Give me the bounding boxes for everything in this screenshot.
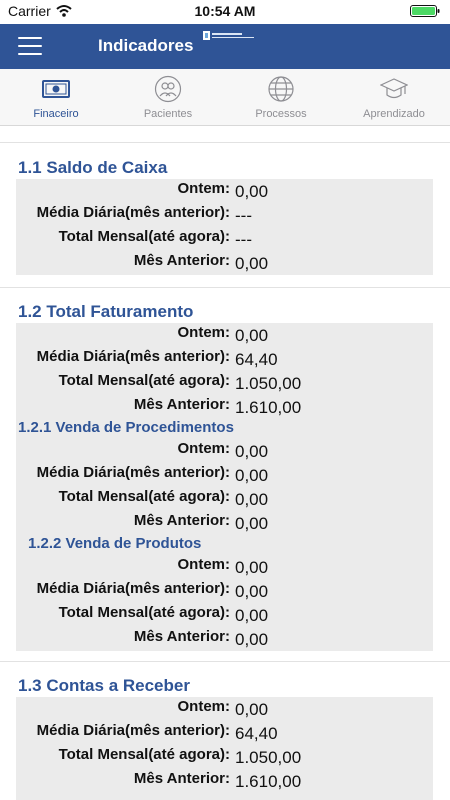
users-icon xyxy=(154,75,182,103)
row-label: Média Diária(mês anterior): xyxy=(36,580,230,597)
row-label: Total Mensal(até agora): xyxy=(58,604,230,621)
tab-financeiro[interactable] xyxy=(0,69,112,125)
nav-bar xyxy=(0,24,450,69)
row-label: Total Mensal(até agora): xyxy=(58,372,230,389)
subsection-title-venda-procedimentos: 1.2.1 Venda de Procedimentos xyxy=(18,419,234,436)
graduation-cap-icon xyxy=(380,75,408,103)
row-label: Mês Anterior: xyxy=(133,252,230,269)
row-label: Total Mensal(até agora): xyxy=(58,228,230,245)
row-value: 0,00 xyxy=(235,606,269,625)
tab-processos[interactable] xyxy=(225,69,337,125)
row-value: 0,00 xyxy=(235,630,269,649)
row-label: Total Mensal(até agora): xyxy=(58,746,230,763)
values-box xyxy=(16,179,433,275)
row-label: Ontem: xyxy=(177,440,230,457)
row-label: Mês Anterior: xyxy=(133,770,230,787)
row-total-mensal xyxy=(16,745,433,769)
tab-label: Finaceiro xyxy=(33,108,79,120)
carrier-label: Carrier xyxy=(8,3,51,19)
divider xyxy=(0,661,450,662)
tab-label: Aprendizado xyxy=(363,108,425,120)
row-label: Ontem: xyxy=(177,324,230,341)
tab-aprendizado[interactable] xyxy=(338,69,450,125)
row-ontem xyxy=(16,555,433,579)
row-label: Ontem: xyxy=(177,698,230,715)
row-total-mensal xyxy=(16,603,433,627)
money-icon xyxy=(42,75,70,103)
row-mes-anterior xyxy=(16,251,433,275)
row-media-diaria xyxy=(16,203,433,227)
row-label: Média Diária(mês anterior): xyxy=(36,464,230,481)
row-value: 0,00 xyxy=(235,442,269,461)
row-label: Total Mensal(até agora): xyxy=(58,488,230,505)
row-value: 0,00 xyxy=(235,254,269,273)
row-mes-anterior xyxy=(16,769,433,793)
subsection-title-venda-produtos: 1.2.2 Venda de Produtos xyxy=(28,535,202,552)
row-total-mensal xyxy=(16,487,433,511)
tab-label: Pacientes xyxy=(143,108,193,120)
row-value: 64,40 xyxy=(235,350,278,369)
row-value: 0,00 xyxy=(235,514,269,533)
row-label: Média Diária(mês anterior): xyxy=(36,348,230,365)
row-media-diaria xyxy=(16,347,433,371)
row-mes-anterior xyxy=(16,627,433,651)
row-value: 64,40 xyxy=(235,724,278,743)
page-title: Indicadores xyxy=(98,36,194,55)
row-value: 1.610,00 xyxy=(235,772,302,791)
row-label: Média Diária(mês anterior): xyxy=(36,722,230,739)
row-ontem xyxy=(16,439,433,463)
row-value: --- xyxy=(235,206,252,225)
row-label: Ontem: xyxy=(177,180,230,197)
row-total-mensal xyxy=(16,227,433,251)
tab-pacientes[interactable] xyxy=(112,69,224,125)
values-box xyxy=(16,323,433,651)
row-ontem xyxy=(16,697,433,721)
row-value: 1.050,00 xyxy=(235,748,302,767)
battery-icon xyxy=(410,5,440,17)
globe-icon xyxy=(267,75,295,103)
row-label: Média Diária(mês anterior): xyxy=(36,204,230,221)
row-value: 1.050,00 xyxy=(235,374,302,393)
row-label: Mês Anterior: xyxy=(133,512,230,529)
row-value: 1.610,00 xyxy=(235,398,302,417)
values-box xyxy=(16,697,433,800)
hamburger-menu-icon[interactable] xyxy=(18,37,42,55)
section-title: 1.1 Saldo de Caixa xyxy=(18,158,168,177)
divider xyxy=(0,142,450,143)
row-value: 0,00 xyxy=(235,182,269,201)
clock-label: 10:54 AM xyxy=(194,3,256,19)
row-value: 0,00 xyxy=(235,582,269,601)
divider xyxy=(0,287,450,288)
row-mes-anterior xyxy=(16,511,433,535)
row-total-mensal xyxy=(16,371,433,395)
row-media-diaria xyxy=(16,463,433,487)
row-value: 0,00 xyxy=(235,490,269,509)
row-value: 0,00 xyxy=(235,700,269,719)
row-label: Mês Anterior: xyxy=(133,396,230,413)
row-mes-anterior xyxy=(16,395,433,419)
row-ontem xyxy=(16,179,433,203)
row-label: Ontem: xyxy=(177,556,230,573)
row-ontem xyxy=(16,323,433,347)
row-value: 0,00 xyxy=(235,326,269,345)
tab-label: Processos xyxy=(255,108,307,120)
section-title: 1.2 Total Faturamento xyxy=(18,302,194,321)
row-media-diaria xyxy=(16,579,433,603)
status-bar xyxy=(0,0,450,24)
row-value: --- xyxy=(235,230,252,249)
brand-logo xyxy=(202,30,256,46)
row-label: Mês Anterior: xyxy=(133,628,230,645)
row-media-diaria xyxy=(16,721,433,745)
row-value: 0,00 xyxy=(235,558,269,577)
tab-bar xyxy=(0,69,450,126)
row-value: 0,00 xyxy=(235,466,269,485)
section-title: 1.3 Contas a Receber xyxy=(18,676,190,695)
indicators-scroll-view[interactable] xyxy=(0,126,450,800)
